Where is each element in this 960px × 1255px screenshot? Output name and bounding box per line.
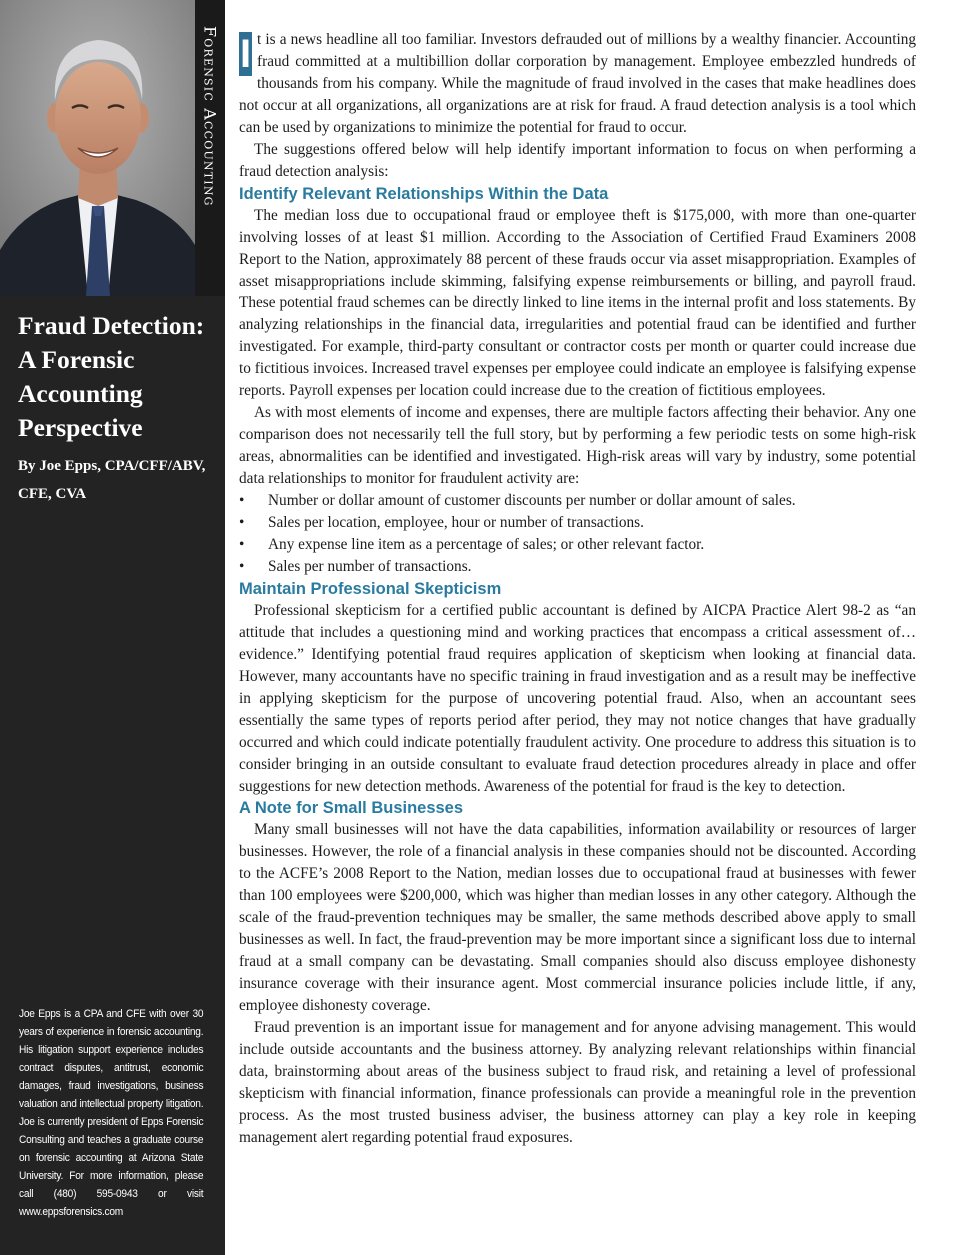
list-item-text: Number or dollar amount of customer discounts per number or dollar amount of sales. (268, 492, 796, 510)
body-paragraph: As with most elements of income and expenses, there are multiple factors affecting their behavior. Any one comparison does not necessarily tell the full story, but by performing a few periodic tests on some high-risk areas, abnormalities can be identified and investigated. High-risk areas will vary by industry, some potential data relationships to monitor for fraudulent activity are: (239, 404, 916, 488)
list-item (239, 556, 916, 578)
list-item (239, 534, 916, 556)
body-paragraph: The median loss due to occupational fraud or employee theft is $175,000, with more than one-quarter involving losses of at least $1 million. According to the Association of Certified Fraud Examiners 2008 Report to the Nation, approximately 88 percent of these frauds occur via asset misappropriation. Examples of asset misappropriations include skimming, falsifying expense reimbursements or billing, and payroll fraud. These potential fraud schemes can be directly linked to line items in the internal profit and loss statements. By analyzing relationships in the financial data, irregularities and potential fraud can be identified and further investigated. For example, third-party consultant or contractor costs per month or quarter could increase due to fictitious invoices. Increased travel expenses per employee could indicate an employee is falsifying expense reports. Payroll expenses per location could increase due to the creation of fictitious employees. (239, 206, 916, 400)
byline (18, 452, 218, 508)
article-title (18, 309, 218, 445)
section-label (195, 0, 225, 296)
drop-cap: I (239, 32, 252, 76)
list-item (239, 490, 916, 512)
list-item-text: Any expense line item as a percentage of sales; or other relevant factor. (268, 535, 705, 553)
list-item (239, 512, 916, 534)
list-item-text: Sales per location, employee, hour or number of transactions. (268, 514, 644, 532)
title-line: Perspective (18, 413, 143, 442)
body-paragraph: Many small businesses will not have the data capabilities, information availability or resources of larger businesses. However, the role of a financial analysis in these companies should not be discounted. According to the ACFE’s 2008 Report to the Nation, median losses due to occupational fraud at businesses with fewer than 100 employees were $200,000, which was higher than median losses in any other category. Although the scale of the fraud-prevention techniques may be smaller, the same methods described above apply to small businesses as well. In fact, the fraud-prevention may be more important since a significant loss due to internal fraud at a small company can be devastating. Small companies should also discuss employee dishonesty insurance coverage with their insurance agent. Most commercial insurance policies include little, if any, employee dishonesty coverage. (239, 821, 916, 1015)
section-heading: Identify Relevant Relationships Within the Data (239, 184, 609, 203)
intro-paragraph: t is a news headline all too familiar. Investors defrauded out of millions by a wealthy financier. Accounting fraud committed at a multibillion dollar corporation by management. Employee embezzled hundreds of thousands from his company. While the magnitude of fraud involved in the cases that make headlines does not occur at all organizations, all organizations are at risk for fraud. A fraud detection analysis is a tool which can be used by organizations to minimize the potential for fraud to occur. (239, 31, 916, 136)
relationships-list (239, 490, 916, 578)
bullet-icon: • (239, 492, 245, 510)
title-line: A Forensic (18, 345, 135, 374)
intro-paragraph-2: The suggestions offered below will help identify important information to focus on when performing a fraud detection analysis: (239, 140, 916, 180)
bullet-icon: • (239, 514, 245, 532)
title-line: Fraud Detection: (18, 311, 205, 340)
section-label-text: Forensic Accounting (200, 26, 220, 207)
bullet-icon: • (239, 535, 245, 553)
section-heading: Maintain Professional Skepticism (239, 579, 502, 598)
list-item-text: Sales per number of transactions. (268, 557, 472, 575)
byline-line: By Joe Epps, CPA/CFF/ABV, (18, 458, 206, 474)
author-bio: Joe Epps is a CPA and CFE with over 30 years of experience in forensic accounting. His litigation support experience includes contract disputes, antitrust, economic damages, fraud investigations, business valuation and intellectual property litigation. Joe is currently president of Epps Forensic Consulting and teaches a graduate course on forensic accounting at Arizona State University. For more information, please call (480) 595-0943 or visit www.eppsforensics.com (19, 1008, 204, 1218)
author-sidebar (0, 0, 225, 1255)
title-line: Accounting (18, 379, 143, 408)
body-paragraph: Fraud prevention is an important issue for management and for anyone advising management. This would include outside accountants and the business attorney. By analyzing relevant relationships within financial data, brainstorming about areas of the business subject to fraud risk, and retaining a level of professional skepticism with financial information, finance professionals can provide a meaningful role in the prevention process. As the most trusted business adviser, the business attorney can play a key role in keeping management alert regarding potential fraud exposures. (239, 1019, 916, 1146)
author-photo (0, 0, 195, 296)
section-heading: A Note for Small Businesses (239, 799, 464, 818)
body-paragraph: Professional skepticism for a certified public accountant is defined by AICPA Practice Alert 98-2 as “an attitude that includes a questioning mind and working practices that encompass a critical assessment of…evidence.” Identifying potential fraud requires application of skepticism when looking at financial data. However, many accountants have no specific training in fraud investigation and as a result may be ineffective in applying skepticism for the purpose of uncovering potential fraud. Also, when an accountant sees essentially the same types of reports period after period, they may not notice changes that have gradually occurred and which could indicate potentially fraudulent activity. One procedure to address this situation is to consider bringing in an outside consultant to evaluate fraud detection procedures already in place and offer suggestions for new detection methods. Awareness of the potential for fraud is the key to detection. (239, 601, 916, 795)
author-portrait-image (0, 0, 195, 296)
article-body (239, 29, 916, 1149)
byline-line: CFE, CVA (18, 486, 87, 502)
bullet-icon: • (239, 557, 245, 575)
